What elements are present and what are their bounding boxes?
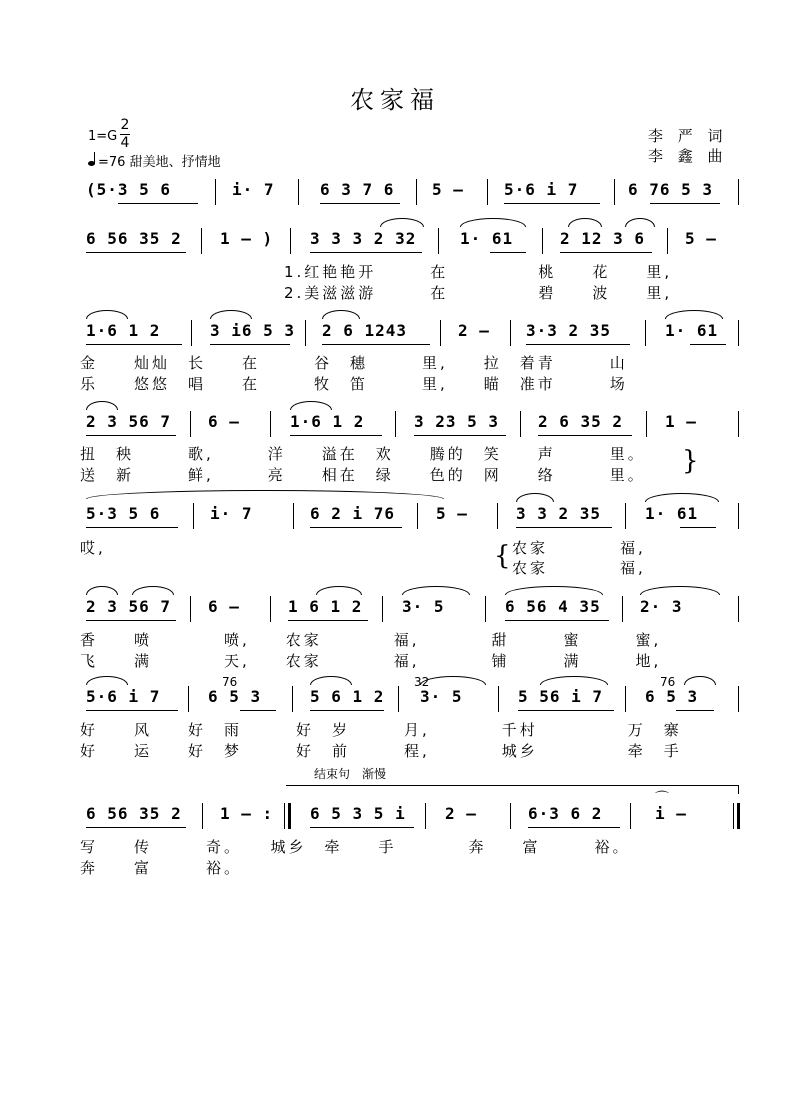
grace-note: 32 xyxy=(414,675,430,689)
barline xyxy=(293,503,294,529)
beam-line xyxy=(86,710,178,711)
slur xyxy=(460,218,526,227)
barline xyxy=(622,596,623,622)
staff-row xyxy=(80,176,740,206)
barline xyxy=(191,320,192,346)
measure: 2 – xyxy=(445,804,477,823)
barline xyxy=(625,503,626,529)
credits xyxy=(648,126,728,166)
lyric-line: 香 喷 喷, 农家 福, 甜 蜜 蜜, xyxy=(80,631,662,649)
barline xyxy=(416,179,417,205)
beam-line xyxy=(528,827,620,828)
beam-line xyxy=(490,252,526,253)
barline xyxy=(270,596,271,622)
beam-line xyxy=(240,710,276,711)
beam-line xyxy=(505,620,609,621)
ending-bracket xyxy=(286,785,739,794)
barline xyxy=(398,686,399,712)
beam-line xyxy=(288,620,368,621)
measure: 2 12 3 6 xyxy=(560,229,646,248)
lyricist: 李 严 词 xyxy=(648,127,728,145)
ending-label: 结束句 渐慢 xyxy=(314,767,387,781)
slur xyxy=(316,586,362,595)
barline xyxy=(188,686,189,712)
beam-line xyxy=(516,527,612,528)
barline xyxy=(498,686,499,712)
slur xyxy=(86,490,444,499)
beam-line xyxy=(290,435,382,436)
barline xyxy=(614,179,615,205)
measure: 3· 5 xyxy=(420,687,463,706)
lyric-line: 乐 悠悠 唱 在 牧 笛 里, 瞄 准市 场 xyxy=(80,375,628,393)
lyric-line: 农家 福, xyxy=(512,539,646,557)
measure: 6 3 7 6 xyxy=(320,180,395,199)
barline xyxy=(417,503,418,529)
slur xyxy=(516,493,554,502)
barline xyxy=(215,179,216,205)
beam-line xyxy=(86,252,186,253)
measure: 2 6 1243 xyxy=(322,321,408,340)
slur xyxy=(684,676,716,685)
barline xyxy=(625,686,626,712)
slur xyxy=(86,586,118,595)
measure: 5 – xyxy=(685,229,717,248)
measure: 6 2 i 76 xyxy=(310,504,396,523)
measure: (5·3 5 6 xyxy=(86,180,172,199)
beam-line xyxy=(210,344,290,345)
measure: 3 3 2 35 xyxy=(516,504,602,523)
barline xyxy=(395,411,396,437)
measure: 1·6 1 2 xyxy=(290,412,365,431)
barline xyxy=(284,803,285,829)
measure: 2 3 56 7 xyxy=(86,597,172,616)
measure: 6 – xyxy=(208,412,240,431)
measure: 5 56 i 7 xyxy=(518,687,604,706)
barline xyxy=(201,228,202,254)
barline xyxy=(738,503,739,529)
barline xyxy=(290,228,291,254)
beam-line xyxy=(650,203,720,204)
slur xyxy=(625,218,655,227)
measure: 6 56 35 2 xyxy=(86,229,182,248)
barline xyxy=(520,411,521,437)
fermata-icon: ⌒ xyxy=(655,791,669,807)
measure: 3· 5 xyxy=(402,597,445,616)
key-signature: 1=G xyxy=(88,129,118,144)
slur xyxy=(86,310,128,319)
measure: 6 5 3 xyxy=(208,687,262,706)
measure: 1· 61 xyxy=(665,321,719,340)
tempo-text: =76 甜美地、抒情地 xyxy=(98,155,221,170)
measure: 2· 3 xyxy=(640,597,683,616)
time-signature-denominator: 4 xyxy=(120,135,130,151)
barline xyxy=(497,503,498,529)
measure: 5 – xyxy=(436,504,468,523)
measure: 1·6 1 2 xyxy=(86,321,161,340)
barline xyxy=(270,411,271,437)
left-brace: { xyxy=(494,541,511,571)
barline xyxy=(738,411,739,437)
barline xyxy=(305,320,306,346)
measure: 1 – : xyxy=(220,804,274,823)
lyric-line: 农家 福, xyxy=(512,559,646,577)
measure: 6 56 4 35 xyxy=(505,597,601,616)
lyric-line: 1.红艳艳开 在 桃 花 里, xyxy=(284,263,673,281)
barline xyxy=(542,228,543,254)
measure: 2 3 56 7 xyxy=(86,412,172,431)
beam-line xyxy=(414,435,506,436)
barline xyxy=(738,686,739,712)
grace-note: 76 xyxy=(660,675,676,689)
barline xyxy=(382,596,383,622)
beam-line xyxy=(504,203,600,204)
measure: i – xyxy=(655,804,687,823)
right-brace: } xyxy=(682,446,699,476)
grace-note: 76 xyxy=(222,675,238,689)
song-title: 农家福 xyxy=(350,86,440,114)
slur xyxy=(86,676,128,685)
barline xyxy=(510,320,511,346)
barline xyxy=(646,411,647,437)
barline xyxy=(202,803,203,829)
slur xyxy=(310,676,352,685)
slur xyxy=(640,586,720,595)
measure: i· 7 xyxy=(210,504,253,523)
slur xyxy=(568,218,602,227)
beam-line xyxy=(118,203,198,204)
slur xyxy=(420,676,486,685)
measure: 5·6 i 7 xyxy=(86,687,161,706)
beam-line xyxy=(86,827,186,828)
measure: 5 6 1 2 xyxy=(310,687,385,706)
beam-line xyxy=(676,710,714,711)
measure: 1 – ) xyxy=(220,229,274,248)
staff-row xyxy=(80,675,740,713)
beam-line xyxy=(320,203,400,204)
beam-line xyxy=(86,344,182,345)
lyric-line: 写 传 奇。 城乡 牵 手 奔 富 裕。 xyxy=(80,838,631,856)
staff-row xyxy=(80,317,740,347)
barline xyxy=(630,803,631,829)
staff-row xyxy=(80,408,740,438)
beam-line xyxy=(322,344,430,345)
beam-line xyxy=(690,344,726,345)
beam-line xyxy=(680,527,716,528)
measure: 6 56 35 2 xyxy=(86,804,182,823)
barline xyxy=(738,179,739,205)
lyric-line: 金 灿灿 长 在 谷 穗 里, 拉 着青 山 xyxy=(80,354,628,372)
measure: 3 3 3 2 32 xyxy=(310,229,417,248)
measure: 3 23 5 3 xyxy=(414,412,500,431)
slur xyxy=(540,676,608,685)
slur xyxy=(645,493,719,502)
barline xyxy=(645,320,646,346)
measure: 6 76 5 3 xyxy=(628,180,714,199)
beam-line xyxy=(310,252,422,253)
barline xyxy=(738,320,739,346)
lyric-line: 哎, xyxy=(80,539,106,557)
measure: 1· 61 xyxy=(645,504,699,523)
measure: 5·6 i 7 xyxy=(504,180,579,199)
barline xyxy=(485,596,486,622)
slur xyxy=(505,586,603,595)
measure: 2 – xyxy=(458,321,490,340)
slur xyxy=(380,218,424,227)
beam-line xyxy=(310,527,402,528)
measure: 1 – xyxy=(665,412,697,431)
barline xyxy=(190,411,191,437)
slur xyxy=(665,310,723,319)
measure: i· 7 xyxy=(232,180,275,199)
beam-line xyxy=(310,710,384,711)
beam-line xyxy=(86,620,176,621)
barline xyxy=(738,596,739,622)
beam-line xyxy=(526,344,630,345)
slur xyxy=(402,586,470,595)
time-signature xyxy=(120,118,130,151)
lyric-line: 好 运 好 梦 好 前 程, 城乡 牵 手 xyxy=(80,742,682,760)
measure: 6 5 3 xyxy=(645,687,699,706)
barline xyxy=(438,228,439,254)
staff-row xyxy=(80,500,740,530)
measure: 5 – xyxy=(432,180,464,199)
slur xyxy=(132,586,174,595)
beam-line xyxy=(538,435,632,436)
staff-row xyxy=(80,593,740,623)
beam-line xyxy=(310,827,414,828)
slur xyxy=(290,401,332,410)
slur xyxy=(210,310,252,319)
measure: 5·3 5 6 xyxy=(86,504,161,523)
composer: 李 鑫 曲 xyxy=(648,147,728,165)
measure: 3 i6 5 3 xyxy=(210,321,296,340)
barline xyxy=(292,686,293,712)
barline xyxy=(288,803,291,829)
measure: 6·3 6 2 xyxy=(528,804,603,823)
lyric-line: 奔 富 裕。 xyxy=(80,859,243,877)
tempo-marking xyxy=(88,154,221,170)
measure: 2 6 35 2 xyxy=(538,412,624,431)
barline xyxy=(425,803,426,829)
staff-row xyxy=(80,225,740,255)
lyric-line: 飞 满 天, 农家 福, 铺 满 地, xyxy=(80,652,662,670)
measure: 6 – xyxy=(208,597,240,616)
slur xyxy=(86,401,118,410)
time-signature-numerator: 2 xyxy=(120,117,130,133)
measure: 3·3 2 35 xyxy=(526,321,612,340)
beam-line xyxy=(518,710,614,711)
lyric-line: 2.美滋滋游 在 碧 波 里, xyxy=(284,284,673,302)
measure: 1 6 1 2 xyxy=(288,597,363,616)
barline xyxy=(193,503,194,529)
staff-row xyxy=(80,791,740,830)
barline xyxy=(510,803,511,829)
lyric-line: 扭 秧 歌, 洋 溢在 欢 腾的 笑 声 里。 xyxy=(80,445,646,463)
slur xyxy=(322,310,360,319)
barline xyxy=(487,179,488,205)
quarter-note-icon xyxy=(88,154,98,166)
barline xyxy=(667,228,668,254)
lyric-line: 好 风 好 雨 好 岁 月, 千村 万 寨 xyxy=(80,721,682,739)
final-barline xyxy=(737,803,740,829)
measure: 1· 61 xyxy=(460,229,514,248)
beam-line xyxy=(86,527,178,528)
barline xyxy=(190,596,191,622)
measure: 6 5 3 5 i xyxy=(310,804,406,823)
beam-line xyxy=(560,252,652,253)
barline xyxy=(298,179,299,205)
beam-line xyxy=(86,435,176,436)
barline xyxy=(733,803,734,829)
lyric-line: 送 新 鲜, 亮 相在 绿 色的 网 络 里。 xyxy=(80,466,646,484)
barline xyxy=(440,320,441,346)
